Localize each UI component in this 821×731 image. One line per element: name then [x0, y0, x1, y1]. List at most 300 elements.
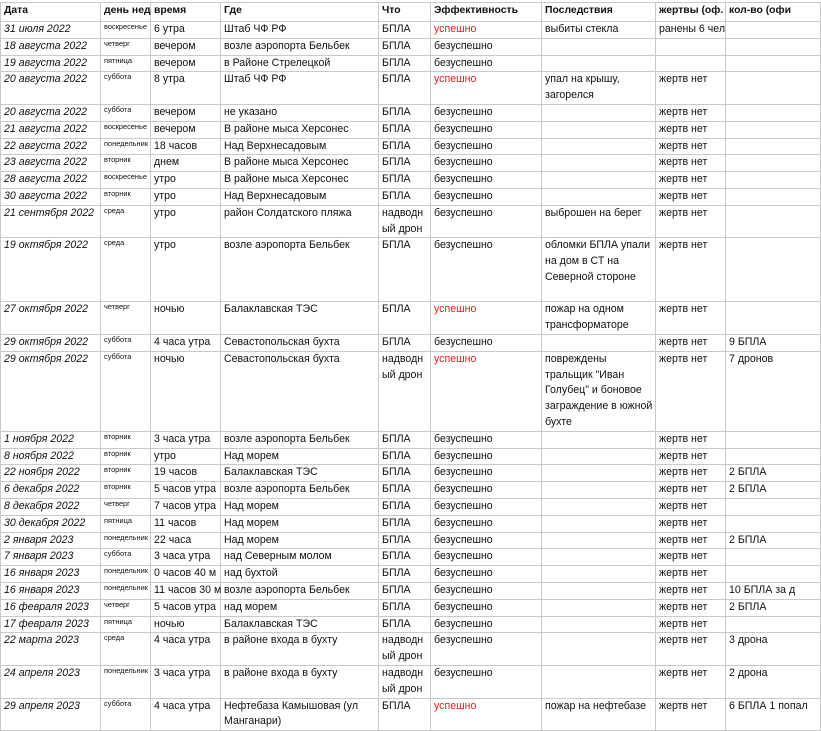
time-cell[interactable]: ночью	[151, 351, 221, 431]
where-cell[interactable]: над Северным молом	[221, 549, 379, 566]
time-cell[interactable]: 3 часа утра	[151, 549, 221, 566]
consequences-cell[interactable]	[542, 104, 656, 121]
date-cell[interactable]: 22 августа 2022	[1, 138, 101, 155]
consequences-cell[interactable]	[542, 55, 656, 72]
count-cell[interactable]: 7 дронов	[726, 351, 821, 431]
where-cell[interactable]: в Районе Стрелецкой	[221, 55, 379, 72]
table-row	[1, 698, 821, 731]
victims-cell[interactable]: жертв нет	[656, 302, 726, 335]
day-cell[interactable]: суббота	[101, 334, 151, 351]
table-row	[1, 104, 821, 121]
where-cell[interactable]: над морем	[221, 599, 379, 616]
table-row	[1, 582, 821, 599]
header-count: кол-во (офи	[726, 3, 821, 22]
where-cell[interactable]: В районе мыса Херсонес	[221, 155, 379, 172]
table-row	[1, 616, 821, 633]
effectiveness-cell[interactable]: успешно	[431, 302, 542, 335]
table-row	[1, 205, 821, 238]
where-cell[interactable]: Штаб ЧФ РФ	[221, 72, 379, 105]
effectiveness-cell[interactable]: безуспешно	[431, 38, 542, 55]
victims-cell[interactable]: жертв нет	[656, 334, 726, 351]
day-cell[interactable]: суббота	[101, 698, 151, 731]
effectiveness-cell[interactable]: безуспешно	[431, 549, 542, 566]
count-cell[interactable]	[726, 55, 821, 72]
table-row	[1, 498, 821, 515]
what-cell[interactable]: БПЛА	[379, 465, 431, 482]
day-cell[interactable]: понедельник	[101, 138, 151, 155]
where-cell[interactable]: Севастопольская бухта	[221, 351, 379, 431]
day-cell[interactable]: воскресенье	[101, 121, 151, 138]
header-time: время	[151, 3, 221, 22]
count-cell[interactable]	[726, 566, 821, 583]
victims-cell[interactable]	[656, 55, 726, 72]
date-cell[interactable]: 30 августа 2022	[1, 188, 101, 205]
what-cell[interactable]: БПЛА	[379, 155, 431, 172]
time-cell[interactable]: ночью	[151, 302, 221, 335]
date-cell[interactable]: 21 августа 2022	[1, 121, 101, 138]
count-cell[interactable]: 3 дрона	[726, 633, 821, 666]
where-cell[interactable]: Штаб ЧФ РФ	[221, 22, 379, 39]
date-cell[interactable]: 18 августа 2022	[1, 38, 101, 55]
time-cell[interactable]: утро	[151, 448, 221, 465]
date-cell[interactable]: 17 февраля 2023	[1, 616, 101, 633]
where-cell[interactable]: Над морем	[221, 498, 379, 515]
where-cell[interactable]: не указано	[221, 104, 379, 121]
date-cell[interactable]: 21 сентября 2022	[1, 205, 101, 238]
date-cell[interactable]: 16 января 2023	[1, 566, 101, 583]
victims-cell[interactable]: жертв нет	[656, 172, 726, 189]
count-cell[interactable]	[726, 22, 821, 39]
count-cell[interactable]	[726, 448, 821, 465]
date-cell[interactable]: 28 августа 2022	[1, 172, 101, 189]
table-row	[1, 302, 821, 335]
day-cell[interactable]: понедельник	[101, 566, 151, 583]
time-cell[interactable]: 22 часа	[151, 532, 221, 549]
effectiveness-cell[interactable]: безуспешно	[431, 448, 542, 465]
date-cell[interactable]: 8 ноября 2022	[1, 448, 101, 465]
day-cell[interactable]: понедельник	[101, 582, 151, 599]
consequences-cell[interactable]	[542, 188, 656, 205]
what-cell[interactable]: БПЛА	[379, 22, 431, 39]
count-cell[interactable]	[726, 38, 821, 55]
table-row	[1, 188, 821, 205]
consequences-cell[interactable]	[542, 334, 656, 351]
table-row	[1, 465, 821, 482]
time-cell[interactable]: 5 часов утра	[151, 599, 221, 616]
effectiveness-cell[interactable]: безуспешно	[431, 616, 542, 633]
effectiveness-cell[interactable]: безуспешно	[431, 205, 542, 238]
consequences-cell[interactable]: повреждены тральщик "Иван Голубец" и боновое заграждение в южной бухте	[542, 351, 656, 431]
where-cell[interactable]: Нефтебаза Камышовая (ул Манганари)	[221, 698, 379, 731]
where-cell[interactable]: возле аэропорта Бельбек	[221, 482, 379, 499]
count-cell[interactable]: 10 БПЛА за д	[726, 582, 821, 599]
where-cell[interactable]: район Солдатского пляжа	[221, 205, 379, 238]
what-cell[interactable]: надводный дрон	[379, 665, 431, 698]
what-cell[interactable]: БПЛА	[379, 38, 431, 55]
header-effectiveness: Эффективность	[431, 3, 542, 22]
time-cell[interactable]: 3 часа утра	[151, 665, 221, 698]
victims-cell[interactable]: жертв нет	[656, 599, 726, 616]
day-cell[interactable]: суббота	[101, 104, 151, 121]
date-cell[interactable]: 22 ноября 2022	[1, 465, 101, 482]
consequences-cell[interactable]	[542, 515, 656, 532]
count-cell[interactable]	[726, 616, 821, 633]
header-row	[1, 3, 821, 22]
day-cell[interactable]: пятница	[101, 55, 151, 72]
victims-cell[interactable]: жертв нет	[656, 566, 726, 583]
day-cell[interactable]: четверг	[101, 498, 151, 515]
victims-cell[interactable]: жертв нет	[656, 351, 726, 431]
effectiveness-cell[interactable]: безуспешно	[431, 188, 542, 205]
effectiveness-cell[interactable]: успешно	[431, 22, 542, 39]
where-cell[interactable]: Над Верхнесадовым	[221, 138, 379, 155]
consequences-cell[interactable]: пожар на нефтебазе	[542, 698, 656, 731]
table-row	[1, 22, 821, 39]
day-cell[interactable]: среда	[101, 238, 151, 302]
what-cell[interactable]: БПЛА	[379, 698, 431, 731]
consequences-cell[interactable]	[542, 121, 656, 138]
count-cell[interactable]: 2 БПЛА	[726, 482, 821, 499]
header-victims: жертвы (оф.	[656, 3, 726, 22]
victims-cell[interactable]: жертв нет	[656, 72, 726, 105]
day-cell[interactable]: вторник	[101, 448, 151, 465]
time-cell[interactable]: 11 часов 30 м	[151, 582, 221, 599]
what-cell[interactable]: БПЛА	[379, 498, 431, 515]
victims-cell[interactable]: жертв нет	[656, 498, 726, 515]
day-cell[interactable]: пятница	[101, 616, 151, 633]
time-cell[interactable]: ночью	[151, 616, 221, 633]
victims-cell[interactable]: жертв нет	[656, 465, 726, 482]
count-cell[interactable]	[726, 188, 821, 205]
day-cell[interactable]: воскресенье	[101, 172, 151, 189]
what-cell[interactable]: БПЛА	[379, 616, 431, 633]
date-cell[interactable]: 29 октября 2022	[1, 334, 101, 351]
effectiveness-cell[interactable]: безуспешно	[431, 431, 542, 448]
count-cell[interactable]: 9 БПЛА	[726, 334, 821, 351]
where-cell[interactable]: В районе мыса Херсонес	[221, 172, 379, 189]
table-row	[1, 515, 821, 532]
time-cell[interactable]: вечером	[151, 38, 221, 55]
date-cell[interactable]: 7 января 2023	[1, 549, 101, 566]
count-cell[interactable]	[726, 205, 821, 238]
victims-cell[interactable]	[656, 38, 726, 55]
victims-cell[interactable]: жертв нет	[656, 482, 726, 499]
victims-cell[interactable]: жертв нет	[656, 549, 726, 566]
time-cell[interactable]: вечером	[151, 55, 221, 72]
where-cell[interactable]: Над морем	[221, 532, 379, 549]
date-cell[interactable]: 29 апреля 2023	[1, 698, 101, 731]
where-cell[interactable]: возле аэропорта Бельбек	[221, 238, 379, 302]
day-cell[interactable]: суббота	[101, 549, 151, 566]
effectiveness-cell[interactable]: успешно	[431, 698, 542, 731]
effectiveness-cell[interactable]: безуспешно	[431, 465, 542, 482]
consequences-cell[interactable]: упал на крышу, загорелся	[542, 72, 656, 105]
where-cell[interactable]: Балаклавская ТЭС	[221, 465, 379, 482]
what-cell[interactable]: БПЛА	[379, 172, 431, 189]
count-cell[interactable]	[726, 155, 821, 172]
victims-cell[interactable]: жертв нет	[656, 515, 726, 532]
what-cell[interactable]: БПЛА	[379, 302, 431, 335]
day-cell[interactable]: среда	[101, 205, 151, 238]
header-consequences: Последствия	[542, 3, 656, 22]
count-cell[interactable]: 2 дрона	[726, 665, 821, 698]
date-cell[interactable]: 8 декабря 2022	[1, 498, 101, 515]
where-cell[interactable]: Над Верхнесадовым	[221, 188, 379, 205]
effectiveness-cell[interactable]: безуспешно	[431, 138, 542, 155]
effectiveness-cell[interactable]: безуспешно	[431, 482, 542, 499]
where-cell[interactable]: над бухтой	[221, 566, 379, 583]
time-cell[interactable]: утро	[151, 205, 221, 238]
count-cell[interactable]	[726, 104, 821, 121]
consequences-cell[interactable]	[542, 465, 656, 482]
count-cell[interactable]	[726, 549, 821, 566]
table-row	[1, 566, 821, 583]
day-cell[interactable]: вторник	[101, 431, 151, 448]
what-cell[interactable]: БПЛА	[379, 431, 431, 448]
consequences-cell[interactable]	[542, 138, 656, 155]
count-cell[interactable]	[726, 431, 821, 448]
what-cell[interactable]: БПЛА	[379, 188, 431, 205]
victims-cell[interactable]: жертв нет	[656, 582, 726, 599]
effectiveness-cell[interactable]: безуспешно	[431, 515, 542, 532]
date-cell[interactable]: 20 августа 2022	[1, 72, 101, 105]
what-cell[interactable]: БПЛА	[379, 482, 431, 499]
table-row	[1, 633, 821, 666]
table-row	[1, 431, 821, 448]
effectiveness-cell[interactable]: успешно	[431, 72, 542, 105]
date-cell[interactable]: 27 октября 2022	[1, 302, 101, 335]
time-cell[interactable]: 0 часов 40 м	[151, 566, 221, 583]
effectiveness-cell[interactable]: безуспешно	[431, 566, 542, 583]
effectiveness-cell[interactable]: безуспешно	[431, 121, 542, 138]
count-cell[interactable]: 2 БПЛА	[726, 532, 821, 549]
victims-cell[interactable]: жертв нет	[656, 448, 726, 465]
victims-cell[interactable]: жертв нет	[656, 205, 726, 238]
date-cell[interactable]: 19 октября 2022	[1, 238, 101, 302]
where-cell[interactable]: возле аэропорта Бельбек	[221, 431, 379, 448]
victims-cell[interactable]: жертв нет	[656, 431, 726, 448]
table-row	[1, 599, 821, 616]
what-cell[interactable]: БПЛА	[379, 599, 431, 616]
time-cell[interactable]: утро	[151, 238, 221, 302]
date-cell[interactable]: 20 августа 2022	[1, 104, 101, 121]
what-cell[interactable]: БПЛА	[379, 334, 431, 351]
consequences-cell[interactable]	[542, 172, 656, 189]
effectiveness-cell[interactable]: безуспешно	[431, 633, 542, 666]
day-cell[interactable]: понедельник	[101, 665, 151, 698]
time-cell[interactable]: 5 часов утра	[151, 482, 221, 499]
consequences-cell[interactable]	[542, 566, 656, 583]
victims-cell[interactable]: жертв нет	[656, 155, 726, 172]
what-cell[interactable]: БПЛА	[379, 72, 431, 105]
day-cell[interactable]: четверг	[101, 302, 151, 335]
effectiveness-cell[interactable]: безуспешно	[431, 334, 542, 351]
day-cell[interactable]: понедельник	[101, 532, 151, 549]
day-cell[interactable]: вторник	[101, 482, 151, 499]
effectiveness-cell[interactable]: безуспешно	[431, 104, 542, 121]
day-cell[interactable]: пятница	[101, 515, 151, 532]
victims-cell[interactable]: жертв нет	[656, 532, 726, 549]
date-cell[interactable]: 31 июля 2022	[1, 22, 101, 39]
count-cell[interactable]	[726, 498, 821, 515]
where-cell[interactable]: в районе входа в бухту	[221, 665, 379, 698]
time-cell[interactable]: 8 утра	[151, 72, 221, 105]
victims-cell[interactable]: жертв нет	[656, 104, 726, 121]
table-row	[1, 155, 821, 172]
what-cell[interactable]: БПЛА	[379, 549, 431, 566]
what-cell[interactable]: БПЛА	[379, 532, 431, 549]
table-row	[1, 482, 821, 499]
where-cell[interactable]: Балаклавская ТЭС	[221, 616, 379, 633]
day-cell[interactable]: четверг	[101, 599, 151, 616]
victims-cell[interactable]: жертв нет	[656, 633, 726, 666]
consequences-cell[interactable]: выбиты стекла	[542, 22, 656, 39]
day-cell[interactable]: суббота	[101, 351, 151, 431]
effectiveness-cell[interactable]: безуспешно	[431, 238, 542, 302]
effectiveness-cell[interactable]: безуспешно	[431, 599, 542, 616]
table-row	[1, 38, 821, 55]
consequences-cell[interactable]	[542, 532, 656, 549]
header-where: Где	[221, 3, 379, 22]
day-cell[interactable]: воскресенье	[101, 22, 151, 39]
what-cell[interactable]: БПЛА	[379, 55, 431, 72]
time-cell[interactable]: 4 часа утра	[151, 698, 221, 731]
effectiveness-cell[interactable]: безуспешно	[431, 532, 542, 549]
consequences-cell[interactable]: пожар на одном трансформаторе	[542, 302, 656, 335]
time-cell[interactable]: утро	[151, 188, 221, 205]
date-cell[interactable]: 22 марта 2023	[1, 633, 101, 666]
victims-cell[interactable]: жертв нет	[656, 188, 726, 205]
what-cell[interactable]: надводный дрон	[379, 633, 431, 666]
consequences-cell[interactable]	[542, 582, 656, 599]
where-cell[interactable]: В районе мыса Херсонес	[221, 121, 379, 138]
where-cell[interactable]: возле аэропорта Бельбек	[221, 582, 379, 599]
time-cell[interactable]: 19 часов	[151, 465, 221, 482]
what-cell[interactable]: БПЛА	[379, 138, 431, 155]
victims-cell[interactable]: жертв нет	[656, 698, 726, 731]
effectiveness-cell[interactable]: безуспешно	[431, 665, 542, 698]
time-cell[interactable]: 3 часа утра	[151, 431, 221, 448]
consequences-cell[interactable]	[542, 633, 656, 666]
count-cell[interactable]	[726, 238, 821, 302]
count-cell[interactable]	[726, 121, 821, 138]
day-cell[interactable]: четверг	[101, 38, 151, 55]
day-cell[interactable]: среда	[101, 633, 151, 666]
count-cell[interactable]	[726, 138, 821, 155]
what-cell[interactable]: БПЛА	[379, 566, 431, 583]
day-cell[interactable]: вторник	[101, 465, 151, 482]
consequences-cell[interactable]	[542, 155, 656, 172]
date-cell[interactable]: 2 января 2023	[1, 532, 101, 549]
victims-cell[interactable]: жертв нет	[656, 616, 726, 633]
date-cell[interactable]: 24 апреля 2023	[1, 665, 101, 698]
what-cell[interactable]: БПЛА	[379, 448, 431, 465]
table-row	[1, 138, 821, 155]
time-cell[interactable]: 7 часов утра	[151, 498, 221, 515]
count-cell[interactable]	[726, 172, 821, 189]
time-cell[interactable]: днем	[151, 155, 221, 172]
what-cell[interactable]: БПЛА	[379, 582, 431, 599]
victims-cell[interactable]: жертв нет	[656, 121, 726, 138]
victims-cell[interactable]: жертв нет	[656, 138, 726, 155]
consequences-cell[interactable]	[542, 549, 656, 566]
date-cell[interactable]: 29 октября 2022	[1, 351, 101, 431]
what-cell[interactable]: БПЛА	[379, 104, 431, 121]
what-cell[interactable]: надводный дрон	[379, 351, 431, 431]
consequences-cell[interactable]	[542, 431, 656, 448]
day-cell[interactable]: суббота	[101, 72, 151, 105]
day-cell[interactable]: вторник	[101, 188, 151, 205]
table-row	[1, 532, 821, 549]
effectiveness-cell[interactable]: успешно	[431, 351, 542, 431]
date-cell[interactable]: 6 декабря 2022	[1, 482, 101, 499]
time-cell[interactable]: 6 утра	[151, 22, 221, 39]
date-cell[interactable]: 23 августа 2022	[1, 155, 101, 172]
table-row	[1, 351, 821, 431]
date-cell[interactable]: 30 декабря 2022	[1, 515, 101, 532]
day-cell[interactable]: вторник	[101, 155, 151, 172]
count-cell[interactable]: 2 БПЛА	[726, 599, 821, 616]
effectiveness-cell[interactable]: безуспешно	[431, 172, 542, 189]
time-cell[interactable]: вечером	[151, 104, 221, 121]
table-row	[1, 334, 821, 351]
count-cell[interactable]	[726, 515, 821, 532]
effectiveness-cell[interactable]: безуспешно	[431, 582, 542, 599]
consequences-cell[interactable]	[542, 665, 656, 698]
time-cell[interactable]: утро	[151, 172, 221, 189]
consequences-cell[interactable]: обломки БПЛА упали на дом в СТ на Северной стороне	[542, 238, 656, 302]
effectiveness-cell[interactable]: безуспешно	[431, 155, 542, 172]
what-cell[interactable]: БПЛА	[379, 238, 431, 302]
where-cell[interactable]: Над морем	[221, 515, 379, 532]
consequences-cell[interactable]	[542, 38, 656, 55]
time-cell[interactable]: 4 часа утра	[151, 633, 221, 666]
consequences-cell[interactable]	[542, 498, 656, 515]
victims-cell[interactable]: жертв нет	[656, 238, 726, 302]
where-cell[interactable]: Балаклавская ТЭС	[221, 302, 379, 335]
victims-cell[interactable]: жертв нет	[656, 665, 726, 698]
effectiveness-cell[interactable]: безуспешно	[431, 55, 542, 72]
consequences-cell[interactable]	[542, 482, 656, 499]
where-cell[interactable]: Севастопольская бухта	[221, 334, 379, 351]
consequences-cell[interactable]	[542, 616, 656, 633]
where-cell[interactable]: Над морем	[221, 448, 379, 465]
where-cell[interactable]: в районе входа в бухту	[221, 633, 379, 666]
what-cell[interactable]: БПЛА	[379, 515, 431, 532]
incidents-table	[0, 2, 821, 731]
date-cell[interactable]: 16 января 2023	[1, 582, 101, 599]
consequences-cell[interactable]	[542, 448, 656, 465]
date-cell[interactable]: 19 августа 2022	[1, 55, 101, 72]
time-cell[interactable]: 11 часов	[151, 515, 221, 532]
count-cell[interactable]: 6 БПЛА 1 попал	[726, 698, 821, 731]
consequences-cell[interactable]	[542, 599, 656, 616]
where-cell[interactable]: возле аэропорта Бельбек	[221, 38, 379, 55]
what-cell[interactable]: надводный дрон	[379, 205, 431, 238]
time-cell[interactable]: 4 часа утра	[151, 334, 221, 351]
count-cell[interactable]	[726, 302, 821, 335]
what-cell[interactable]: БПЛА	[379, 121, 431, 138]
count-cell[interactable]	[726, 72, 821, 105]
consequences-cell[interactable]: выброшен на берег	[542, 205, 656, 238]
effectiveness-cell[interactable]: безуспешно	[431, 498, 542, 515]
victims-cell[interactable]: ранены 6 чел	[656, 22, 726, 39]
date-cell[interactable]: 1 ноября 2022	[1, 431, 101, 448]
date-cell[interactable]: 16 февраля 2023	[1, 599, 101, 616]
time-cell[interactable]: вечером	[151, 121, 221, 138]
time-cell[interactable]: 18 часов	[151, 138, 221, 155]
count-cell[interactable]: 2 БПЛА	[726, 465, 821, 482]
